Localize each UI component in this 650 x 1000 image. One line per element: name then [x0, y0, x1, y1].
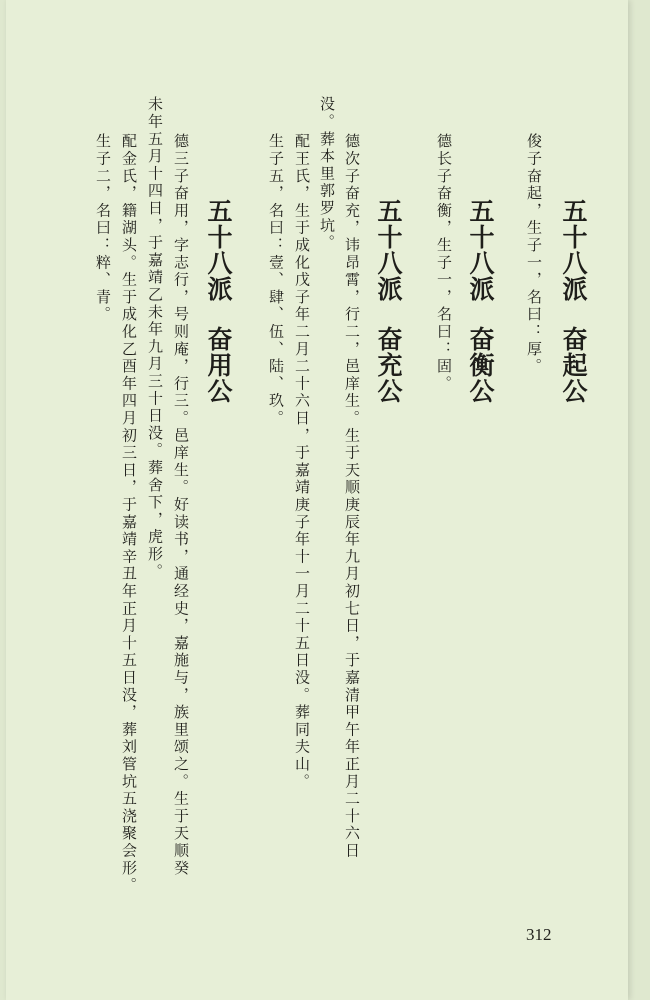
book-page — [6, 0, 628, 1000]
text-line: 没。葬本里郭罗坑。 — [318, 96, 336, 252]
heading-name: 奋用公 — [204, 326, 233, 404]
text-line: 生子二，名曰：粹、青。 — [94, 133, 112, 324]
heading-generation: 五十八派 — [204, 198, 233, 302]
text-line: 配王氏，生于成化戊子年二月二十六日，于嘉靖庚子年十一月二十五日没。葬同夫山。 — [293, 133, 311, 791]
heading-name: 奋充公 — [374, 326, 403, 404]
text-line: 未年五月十四日，于嘉靖乙未年九月三十日没。葬舍下，虎形。 — [146, 96, 164, 581]
text-line: 配金氏，籍湖头。生于成化乙酉年四月初三日，于嘉靖辛丑年正月十五日没，葬刘管坑五浇聚会形。 — [120, 133, 138, 895]
text-line: 德次子奋充，讳昂霄，行二，邑庠生。生于天顺庚辰年九月初七日，于嘉清甲午年正月二十六日 — [343, 133, 361, 860]
section-heading-fenchong — [376, 198, 401, 404]
text-line: 德三子奋用，字志行，号则庵，行三。邑庠生。好读书，通经史，嘉施与，族里颂之。生于天顺癸 — [172, 133, 190, 877]
section-heading-fenqi — [561, 198, 586, 404]
section-heading-fenheng — [468, 198, 493, 404]
heading-generation: 五十八派 — [466, 198, 495, 302]
text-line: 生子五，名曰：壹、肆、伍、陆、玖。 — [267, 133, 285, 428]
section-heading-fenyong — [206, 198, 231, 404]
heading-name: 奋衡公 — [466, 326, 495, 404]
text-line: 俊子奋起，生子一，名曰：厚。 — [525, 133, 543, 376]
heading-generation: 五十八派 — [374, 198, 403, 302]
page-number: 312 — [526, 925, 552, 944]
heading-generation: 五十八派 — [559, 198, 588, 302]
text-line: 德长子奋衡，生子一，名曰：固。 — [435, 133, 453, 393]
heading-name: 奋起公 — [559, 326, 588, 404]
